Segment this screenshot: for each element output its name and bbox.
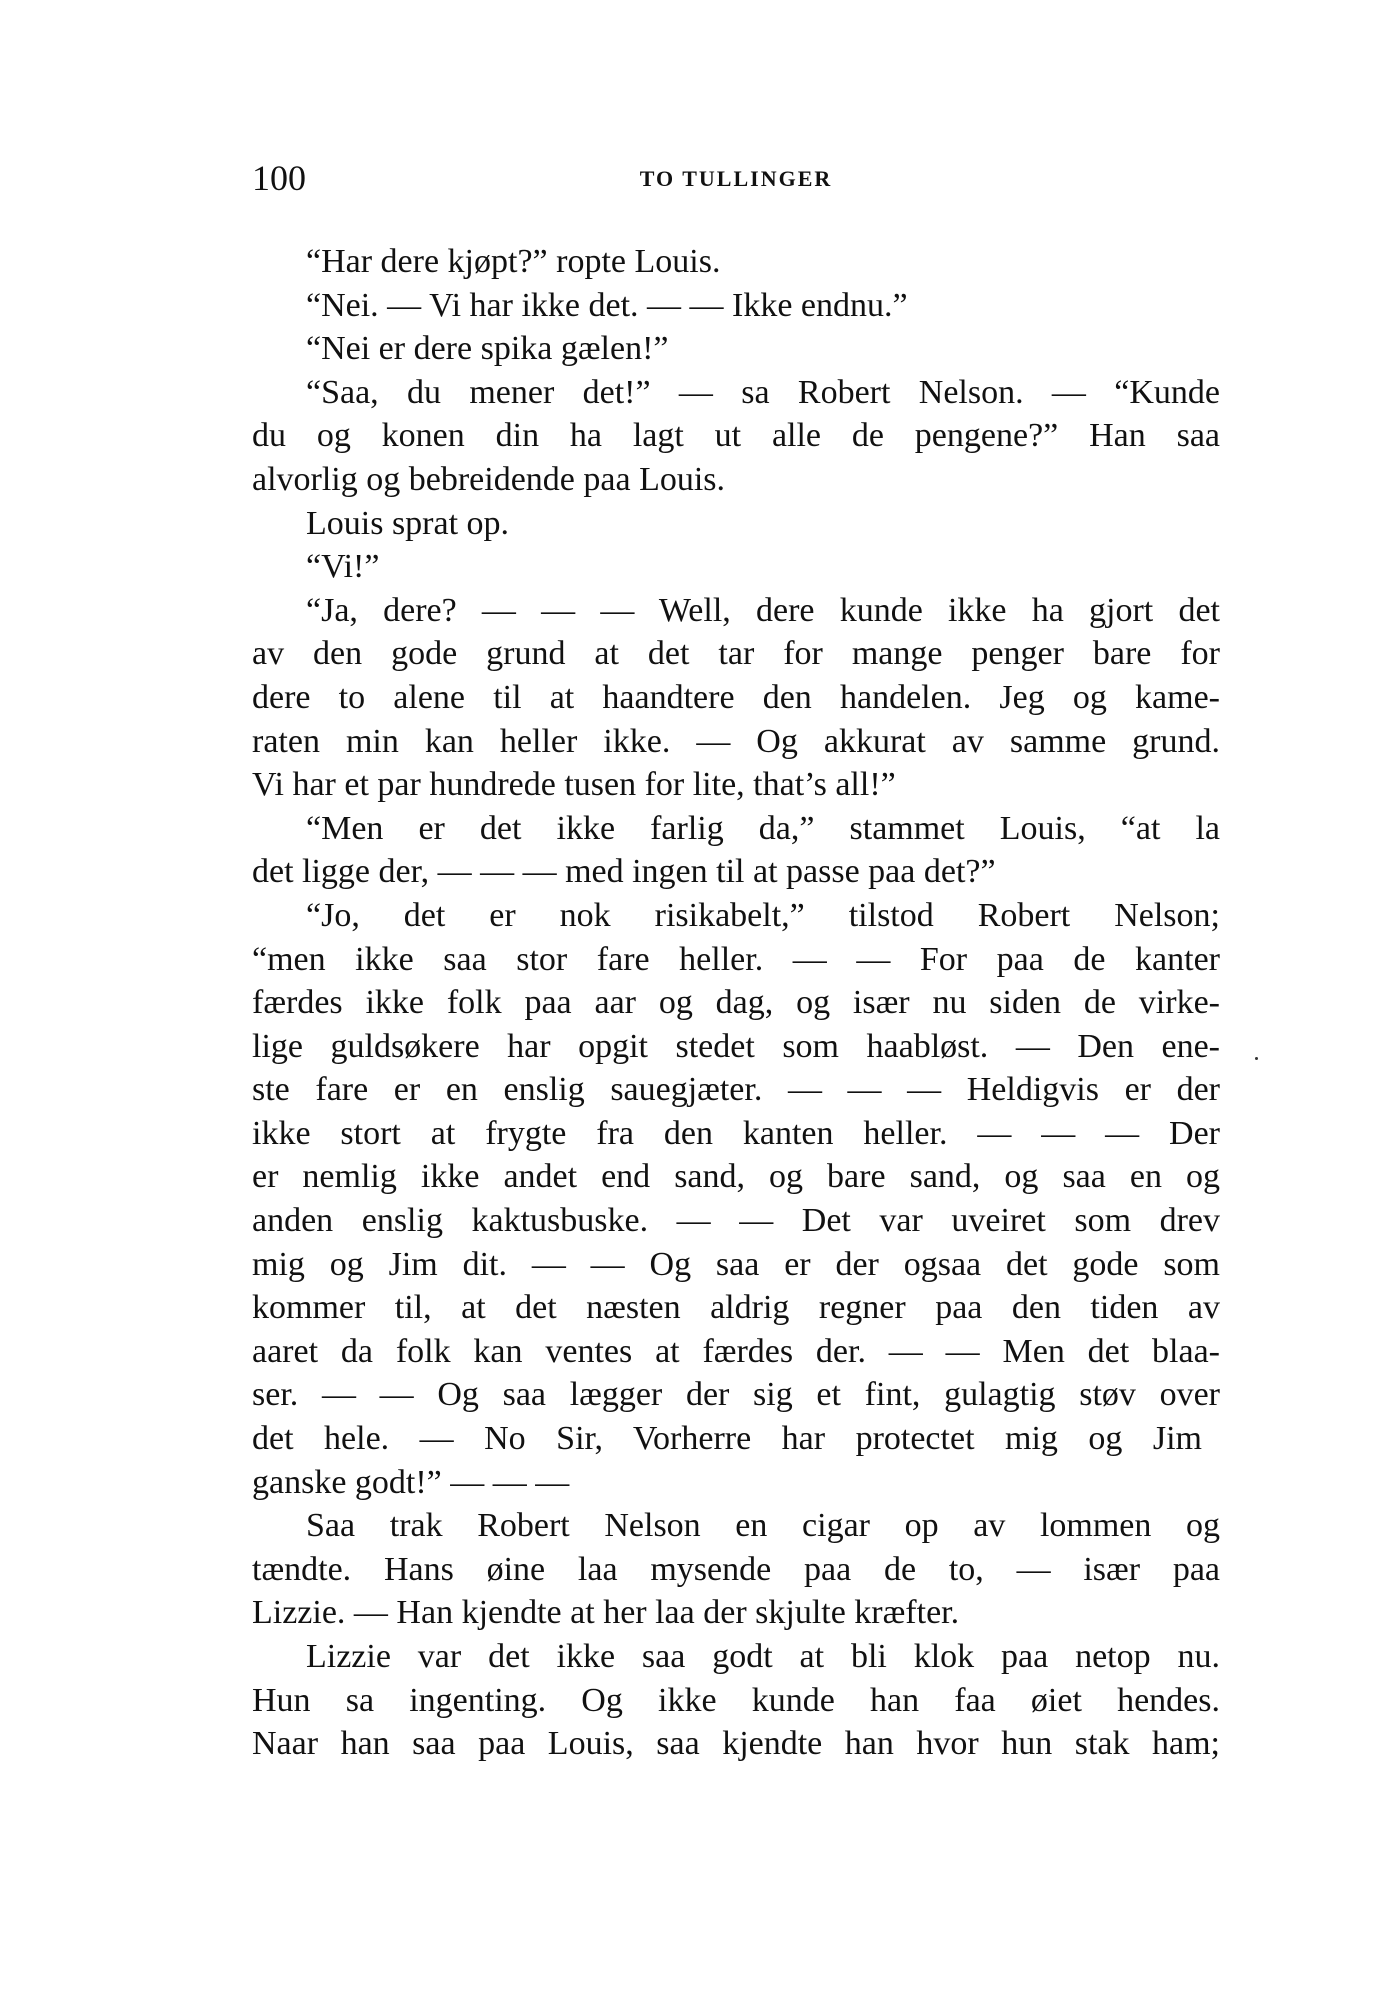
text-line: Vi har et par hundrede tusen for lite, that’s all!”	[252, 766, 896, 804]
text-line: alvorlig og bebreidende paa Louis.	[252, 460, 726, 498]
text-line: er nemlig ikke andet end sand, og bare sand, og saa en og	[252, 1158, 1220, 1196]
text-line: “Ja, dere? — — — Well, dere kunde ikke ha gjort det	[306, 591, 1220, 629]
text-line: mig og Jim dit. — — Og saa er der ogsaa det gode som	[252, 1245, 1220, 1283]
text-line: “men ikke saa stor fare heller. — — For paa de kanter	[252, 940, 1220, 978]
text-line: av den gode grund at det tar for mange penger bare for	[252, 635, 1220, 673]
text-line: Lizzie var det ikke saa godt at bli klok paa netop nu.	[306, 1638, 1220, 1675]
text-line: det ligge der, — — — med ingen til at passe paa det?”	[252, 853, 996, 891]
text-line: “Nei er dere spika gælen!”	[306, 330, 669, 368]
text-line: “Har dere kjøpt?” ropte Louis.	[306, 243, 721, 280]
text-line: Hun sa ingenting. Og ikke kunde han faa øiet hendes.	[252, 1681, 1220, 1719]
text-line: Lizzie. — Han kjendte at her laa der skjulte kræfter.	[252, 1594, 960, 1632]
text-line: raten min kan heller ikke. — Og akkurat av samme grund.	[252, 722, 1220, 760]
text-line: ikke stort at frygte fra den kanten heller. — — — Der	[252, 1114, 1220, 1152]
text-line: Louis sprat op.	[306, 504, 510, 542]
text-line: dere to alene til at haandtere den handelen. Jeg og kame-	[252, 678, 1220, 716]
text-line: “Vi!”	[306, 548, 380, 586]
text-line: anden enslig kaktusbuske. — — Det var uveiret som drev	[252, 1202, 1220, 1240]
text-line: lige guldsøkere har opgit stedet som haabløst. — Den ene-	[252, 1027, 1220, 1065]
text-line: ser. — — Og saa lægger der sig et fint, gulagtig støv over	[252, 1376, 1220, 1414]
text-line: “Men er det ikke farlig da,” stammet Louis, “at la	[306, 809, 1220, 847]
text-line: “Saa, du mener det!” — sa Robert Nelson. — “Kunde	[306, 373, 1220, 411]
running-title: TO TULLINGER	[639, 166, 833, 191]
text-line: kommer til, at det næsten aldrig regner paa den tiden av	[252, 1289, 1220, 1327]
text-line: ganske godt!” — — —	[252, 1463, 570, 1501]
text-line: “Nei. — Vi har ikke det. — — Ikke endnu.”	[306, 286, 908, 324]
page-header	[252, 158, 1220, 198]
text-line: det hele. — No Sir, Vorherre har protectet mig og Jim	[252, 1420, 1202, 1458]
text-line: ste fare er en enslig sauegjæter. — — — Heldigvis er der	[252, 1071, 1220, 1109]
text-line: færdes ikke folk paa aar og dag, og især nu siden de virke-	[252, 984, 1220, 1022]
text-line: Saa trak Robert Nelson en cigar op av lommen og	[306, 1507, 1220, 1545]
text-line: du og konen din ha lagt ut alle de pengene?” Han saa	[252, 417, 1220, 455]
text-line: “Jo, det er nok risikabelt,” tilstod Robert Nelson;	[306, 896, 1220, 934]
body-text	[252, 240, 1220, 1766]
page-number: 100	[252, 158, 306, 198]
text-line: aaret da folk kan ventes at færdes der. — — Men det blaa-	[252, 1332, 1220, 1370]
text-line: tændte. Hans øine laa mysende paa de to, — især paa	[252, 1550, 1220, 1588]
print-speck	[1255, 1057, 1258, 1060]
text-line: Naar han saa paa Louis, saa kjendte han hvor hun stak ham;	[252, 1725, 1220, 1763]
